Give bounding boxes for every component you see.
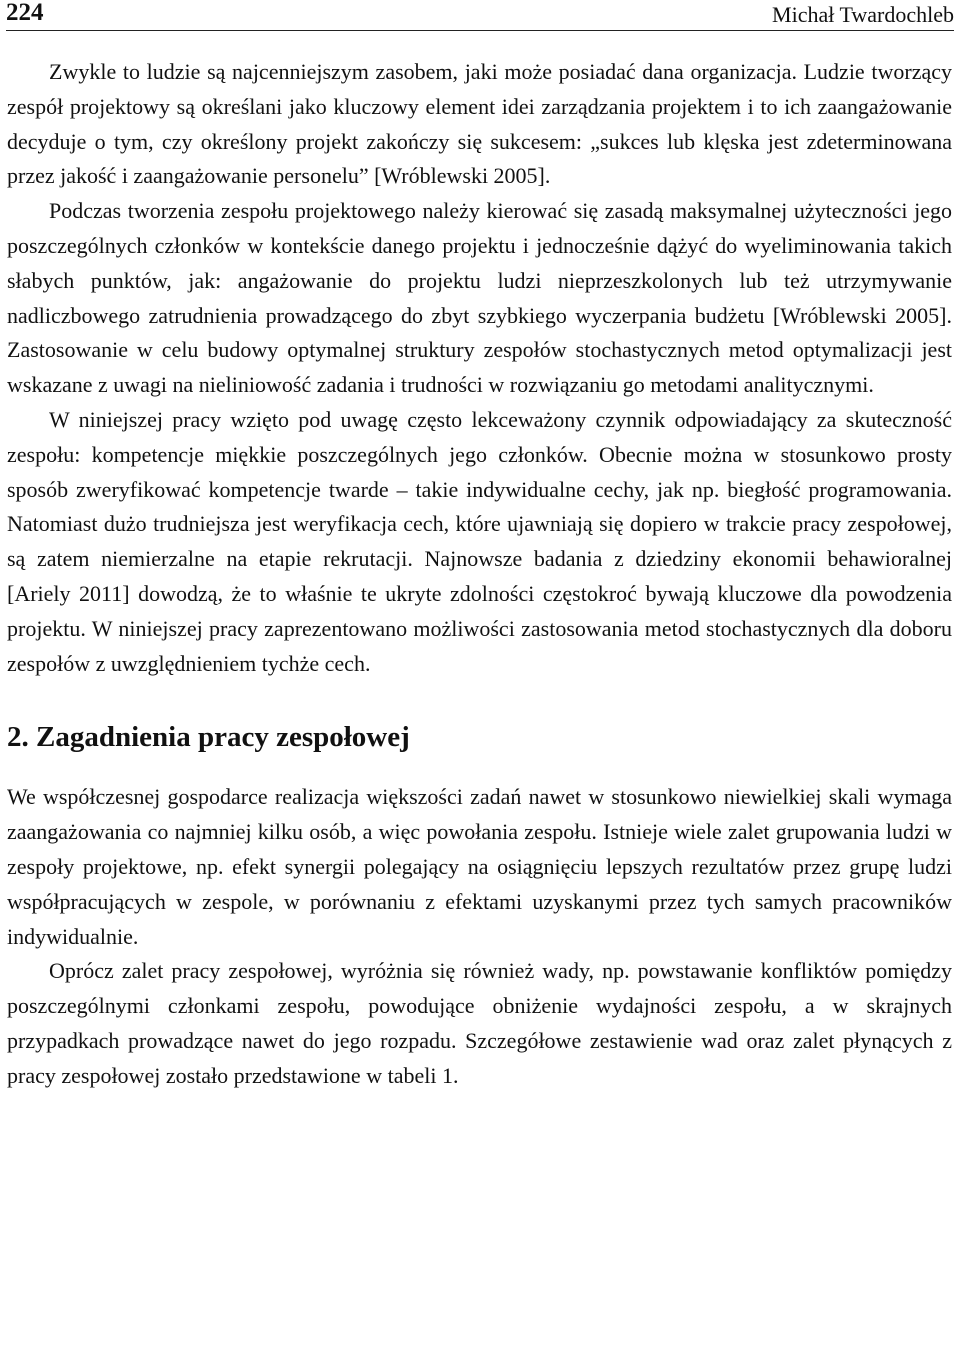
paragraph: W niniejszej pracy wzięto pod uwagę często lekceważony czynnik odpowiadający za skuteczność zespołu: kompetencje miękkie poszczególnych jego członków. Obecnie można w stosunkowo prosty sposób zweryfikować kompetencje twarde – takie indywidualne cechy, jak np. biegłość programowania. Natomiast dużo trudniejsza jest weryfikacja cech, które ujawniają się dopiero w trakcie pracy zespołowej, są zatem niemierzalne na etapie rekrutacji. Najnowsze badania z dziedziny ekonomii behawioralnej [Ariely 2011] dowodzą, że to właśnie te ukryte zdolności częstokroć bywają kluczowe dla powodzenia projektu. W niniejszej pracy zaprezentowano możliwości zastosowania metod stochastycznych dla doboru zespołów z uwzględnieniem tychże cech. (7, 406, 952, 676)
paragraph: Zwykle to ludzie są najcenniejszym zasobem, jaki może posiadać dana organizacja. Ludzie tworzący zespół projektowy są określani jako kluczowy element idei zarządzania projektem i to ich zaangażowanie decyduje o tym, czy określony projekt zakończy się sukcesem: „sukces lub klęska jest zdeterminowana przez jakość i zaangażowanie personelu” [Wróblewski 2005]. (7, 59, 952, 189)
section-heading: 2. Zagadnienia pracy zespołowej (7, 721, 410, 754)
paragraph: Oprócz zalet pracy zespołowej, wyróżnia się również wady, np. powstawanie konfliktów pomiędzy poszczególnymi członkami zespołu, powodujące obniżenie wydajności zespołu, a w skrajnych przypadkach prowadzące nawet do jego rozpadu. Szczegółowe zestawienie wad oraz zalet płynących z pracy zespołowej zostało przedstawione w tabeli 1. (7, 958, 952, 1088)
page-number: 224 (6, 0, 44, 26)
page-body (7, 55, 952, 1094)
running-author: Michał Twardochleb (772, 2, 954, 27)
running-header (6, 0, 954, 31)
paragraph: We współczesnej gospodarce realizacja większości zadań nawet w stosunkowo niewielkiej skali wymaga zaangażowania co najmniej kilku osób, a więc powołania zespołu. Istnieje wiele zalet grupowania ludzi w zespoły projektowe, np. efekt synergii polegający na osiągnięciu lepszych rezultatów przez grupę ludzi współpracujących w zespole, w porównaniu z efektami uzyskanymi przez tych samych pracowników indywidualnie. (7, 784, 952, 949)
paragraph: Podczas tworzenia zespołu projektowego należy kierować się zasadą maksymalnej użyteczności jego poszczególnych członków w kontekście danego projektu i jednocześnie dążyć do wyeliminowania takich słabych punktów, jak: angażowanie do projektu ludzi nieprzeszkolonych lub też utrzymywanie nadliczbowego zatrudnienia prowadzącego do zbyt szybkiego wyczerpania budżetu [Wróblewski 2005]. Zastosowanie w celu budowy optymalnej struktury zespołów stochastycznych metod optymalizacji jest wskazane z uwagi na nieliniowość zadania i trudności w rozwiązaniu go metodami analitycznymi. (7, 198, 952, 398)
